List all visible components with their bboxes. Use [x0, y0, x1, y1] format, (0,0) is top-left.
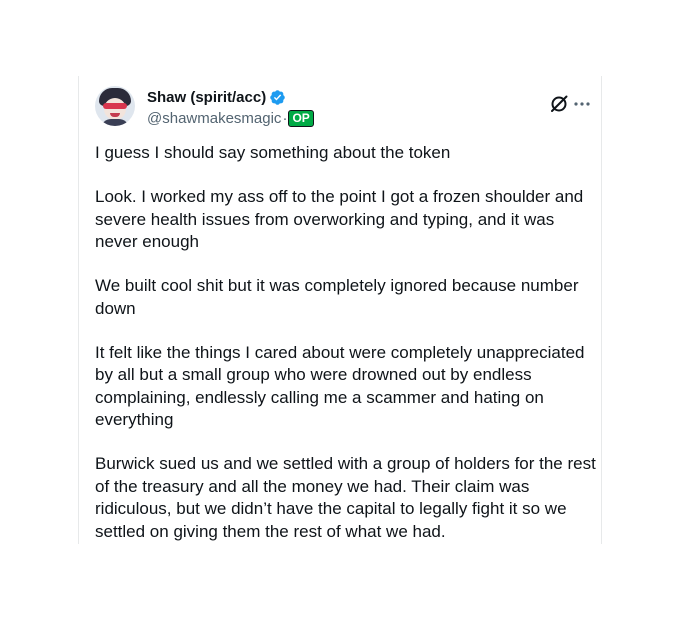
handle-row [147, 108, 314, 128]
avatar[interactable] [95, 86, 135, 126]
post-header [95, 86, 591, 130]
more-options-icon[interactable] [573, 94, 591, 114]
op-badge: OP [288, 110, 313, 127]
post-paragraph: Look. I worked my ass off to the point I got a frozen shoulder and severe health issues from overworking and typing, and it was never enough [95, 187, 584, 251]
display-name[interactable]: Shaw (spirit/acc) [147, 88, 267, 106]
handle-separator: · [282, 109, 288, 127]
handle[interactable]: @shawmakesmagic [147, 109, 282, 127]
grok-icon[interactable] [549, 94, 569, 114]
post-paragraph: Burwick sued us and we settled with a group of holders for the rest of the treasury and all the money we had. Their claim was ridiculous, but we didn’t have the capital to legally fight it so we settled on giving them the rest of what we had. [95, 454, 596, 541]
post-paragraph: It felt like the things I cared about were completely unappreciated by all but a small group who were drowned out by endless complaining, endlessly calling me a scammer and hating on everything [95, 342, 585, 429]
post-card [78, 76, 602, 544]
name-row [147, 87, 286, 107]
avatar-glasses [103, 103, 127, 109]
avatar-shirt [101, 119, 129, 126]
verified-badge-icon [269, 89, 286, 106]
post-paragraph: We built cool shit but it was completely ignored because number down [95, 276, 579, 318]
post-body [95, 142, 599, 565]
post-paragraph: I guess I should say something about the token [95, 143, 451, 162]
